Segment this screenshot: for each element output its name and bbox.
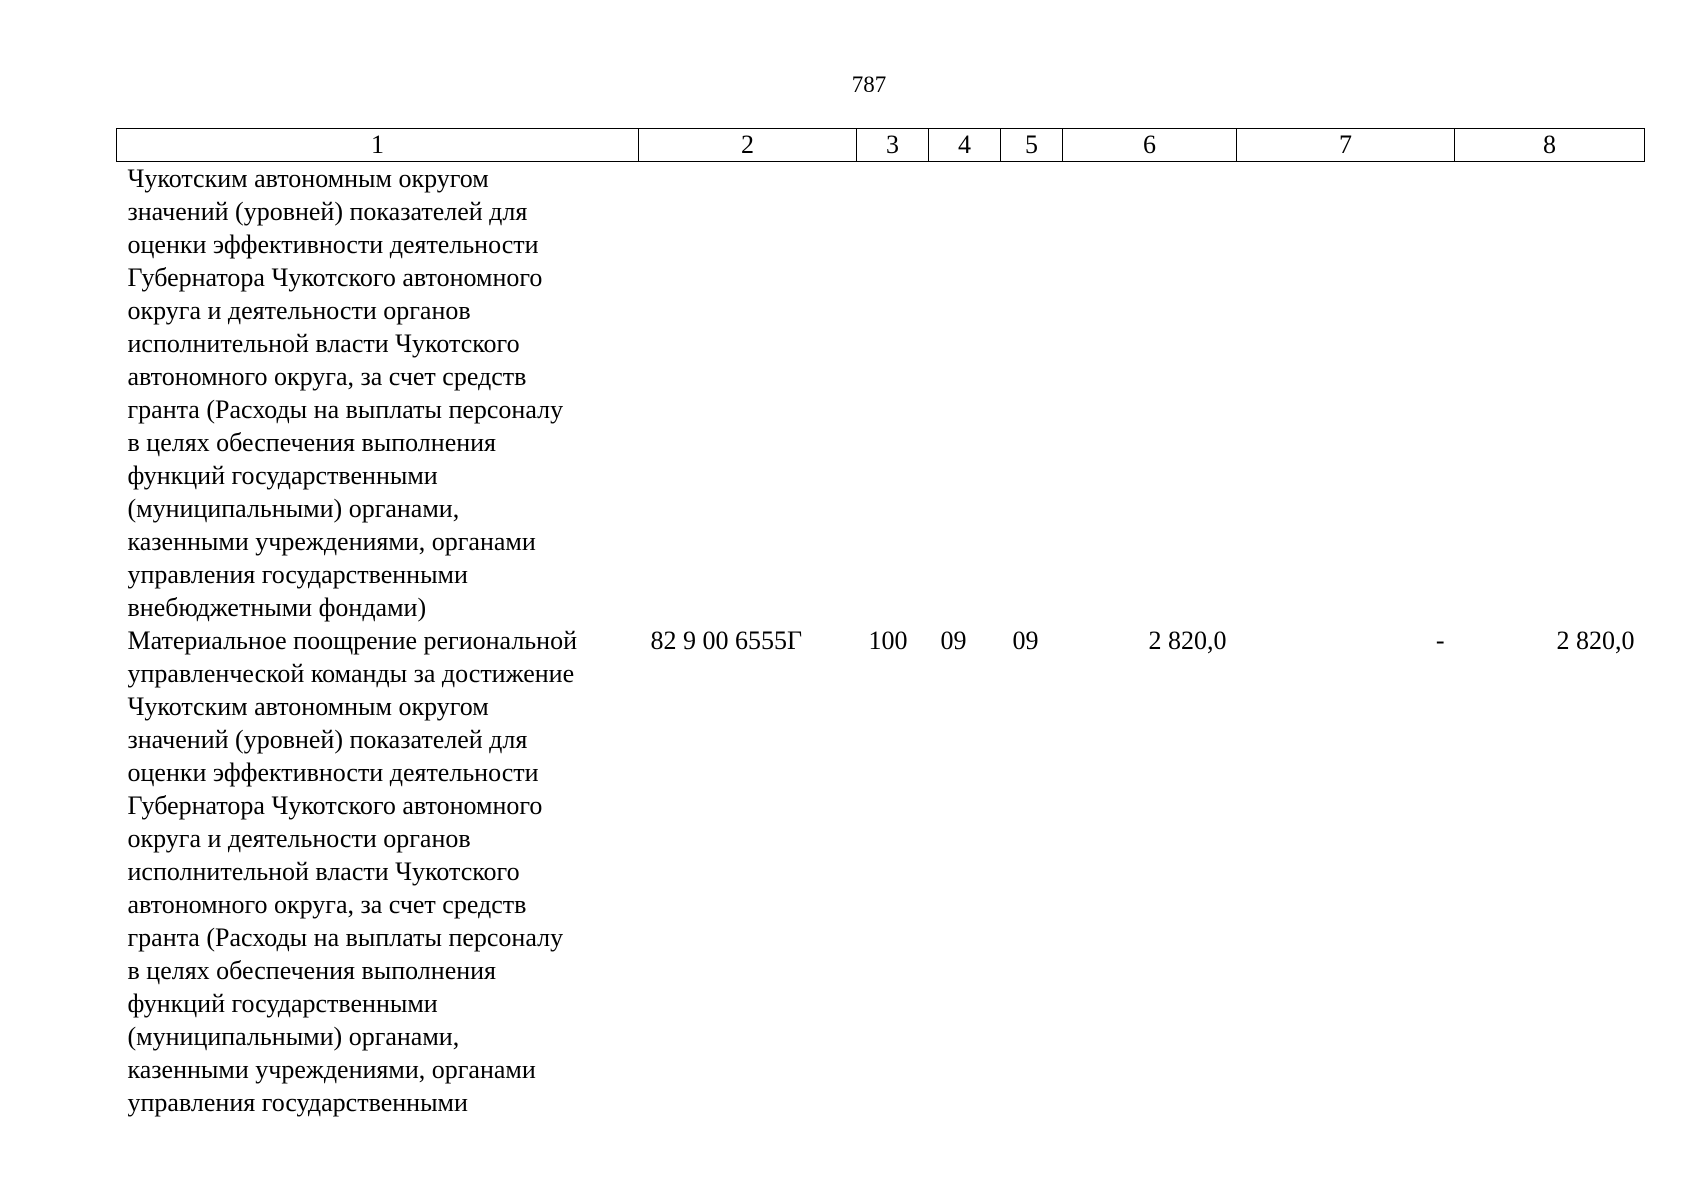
description-line: управления государственными	[127, 560, 468, 589]
cell-section	[929, 162, 1001, 625]
cell-amount-federal	[1237, 162, 1455, 625]
description-line: оценки эффективности деятельности	[127, 230, 539, 259]
cell-amount-total: 2 820,0	[1148, 626, 1227, 655]
table-row	[117, 162, 1645, 625]
description-line: внебюджетными фондами)	[127, 593, 427, 622]
description-line: значений (уровней) показателей для	[127, 725, 528, 754]
description-line: (муниципальными) органами,	[127, 494, 460, 523]
description-line: функций государственными	[127, 989, 438, 1018]
description-line: в целях обеспечения выполнения	[127, 428, 497, 457]
cell-target-code: 82 9 00 6555Г	[650, 626, 803, 655]
description-line: Материальное поощрение региональной	[127, 626, 577, 655]
description-line: исполнительной власти Чукотского	[127, 857, 520, 886]
description-line: автономного округа, за счет средств	[127, 362, 527, 391]
cell-subsection: 09	[1012, 626, 1039, 655]
column-header-7: 7	[1237, 129, 1455, 162]
cell-description	[117, 624, 639, 1119]
description-line: казенными учреждениями, органами	[127, 1055, 536, 1084]
column-header-4: 4	[929, 129, 1001, 162]
description-line: округа и деятельности органов	[127, 824, 471, 853]
description-line: Чукотским автономным округом	[127, 164, 489, 193]
table-body	[117, 162, 1645, 1120]
description-line: гранта (Расходы на выплаты персоналу	[127, 395, 564, 424]
cell-amount-total	[1063, 162, 1237, 625]
table-header-row	[117, 129, 1645, 162]
description-line: исполнительной власти Чукотского	[127, 329, 520, 358]
description-line: значений (уровней) показателей для	[127, 197, 528, 226]
cell-amount-regional	[1455, 162, 1645, 625]
description-line: управленческой команды за достижение	[127, 659, 575, 688]
description-line: (муниципальными) органами,	[127, 1022, 460, 1051]
cell-amount-regional: 2 820,0	[1556, 626, 1635, 655]
description-line: в целях обеспечения выполнения	[127, 956, 497, 985]
column-header-3: 3	[857, 129, 929, 162]
column-header-8: 8	[1455, 129, 1645, 162]
budget-table	[116, 128, 1645, 1119]
cell-target-code	[639, 162, 857, 625]
description-line: управления государственными	[127, 1088, 468, 1117]
description-line: оценки эффективности деятельности	[127, 758, 539, 787]
description-line: Губернатора Чукотского автономного	[127, 791, 543, 820]
table-row	[117, 624, 1645, 1119]
cell-amount-federal: -	[1435, 626, 1445, 655]
cell-section: 09	[940, 626, 967, 655]
cell-expense-type	[857, 162, 929, 625]
description-line: Чукотским автономным округом	[127, 692, 489, 721]
cell-expense-type: 100	[868, 626, 908, 655]
description-line: функций государственными	[127, 461, 438, 490]
cell-description	[117, 162, 639, 625]
page-number: 787	[851, 72, 887, 97]
description-line: автономного округа, за счет средств	[127, 890, 527, 919]
cell-subsection	[1001, 162, 1063, 625]
column-header-5: 5	[1001, 129, 1063, 162]
description-line: казенными учреждениями, органами	[127, 527, 536, 556]
description-line: округа и деятельности органов	[127, 296, 471, 325]
description-line: гранта (Расходы на выплаты персоналу	[127, 923, 564, 952]
description-line: Губернатора Чукотского автономного	[127, 263, 543, 292]
column-header-6: 6	[1063, 129, 1237, 162]
column-header-1: 1	[117, 129, 639, 162]
column-header-2: 2	[639, 129, 857, 162]
